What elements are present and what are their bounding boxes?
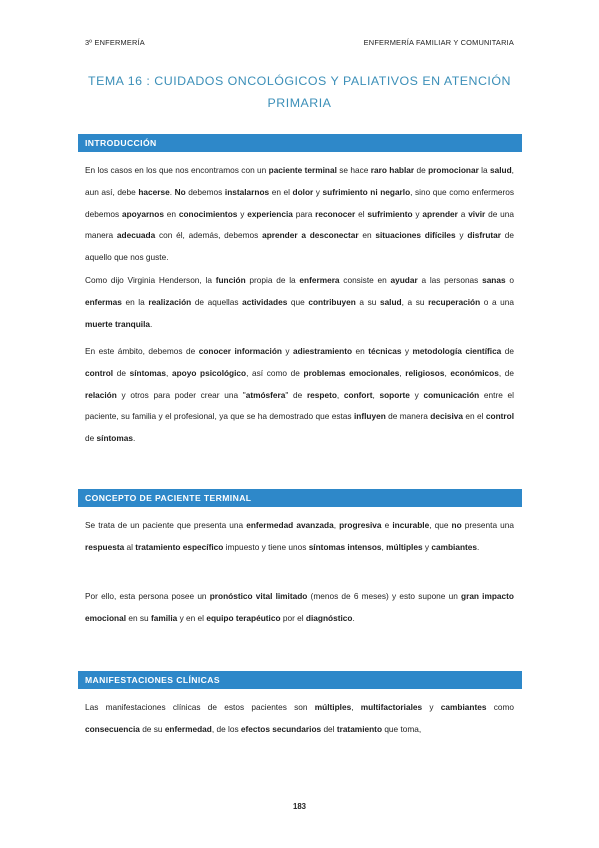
bold-text: apoyarnos	[121, 208, 164, 219]
bold-text: hacerse	[138, 186, 170, 197]
text-run: , de los	[211, 723, 241, 734]
paragraph	[85, 586, 514, 630]
bold-text: multifactoriales	[360, 702, 423, 712]
bold-text: conocimientos	[178, 208, 238, 219]
text-run: Se trata de un paciente que presenta una	[85, 520, 247, 530]
text-run: de	[414, 165, 429, 175]
bold-text: ayudar	[390, 275, 418, 285]
text-run: .	[352, 612, 355, 623]
bold-text: reconocer	[315, 208, 356, 219]
bold-text: control	[485, 411, 515, 422]
text-run: y	[401, 346, 413, 356]
text-run: impuesto y tiene unos	[223, 541, 309, 552]
text-run: en	[163, 208, 179, 219]
text-run: del	[321, 723, 337, 734]
bold-text: dolor	[292, 186, 314, 197]
bold-text: sufrimiento	[322, 186, 368, 197]
bold-text: problemas emocionales	[303, 367, 400, 378]
text-run: por el	[280, 612, 306, 623]
text-run: y	[455, 230, 468, 241]
text-run: y otros para poder crear una "	[116, 389, 246, 400]
text-run: la	[478, 165, 490, 175]
bold-text: actividades	[242, 296, 288, 307]
bold-text: aprender	[422, 208, 458, 219]
bold-text: síntomas	[129, 367, 167, 378]
paragraph	[85, 160, 514, 269]
text-run: ,	[333, 520, 340, 530]
bold-text: influyen	[353, 411, 386, 422]
text-run: , que	[429, 520, 452, 530]
bold-text: síntomas intensos	[308, 541, 382, 552]
bold-text: religiosos	[405, 367, 445, 378]
bold-text: comunicación	[423, 389, 480, 400]
text-run: de manera	[385, 411, 431, 422]
bold-text: función	[215, 275, 246, 285]
text-run: En este ámbito, debemos de	[85, 346, 199, 356]
bold-text: equipo terapéutico	[206, 612, 281, 623]
text-run: ,	[372, 389, 380, 400]
text-run: o a una	[480, 296, 514, 307]
bold-text: cambiantes	[440, 702, 487, 712]
bold-text: realización	[148, 296, 192, 307]
document-title: TEMA 16 : CUIDADOS ONCOLÓGICOS Y PALIATIVOS EN ATENCIÓN PRIMARIA	[88, 74, 511, 110]
text-run: de su	[139, 723, 165, 734]
text-run: a	[457, 208, 469, 219]
text-run: ,	[166, 367, 172, 378]
bold-text: contribuyen	[308, 296, 356, 307]
text-run: presenta una	[461, 520, 514, 530]
text-run: y	[313, 186, 323, 197]
section-heading-introduccion: INTRODUCCIÓN	[78, 134, 522, 152]
text-run: Las manifestaciones clínicas de estos pacientes son	[85, 702, 315, 712]
text-run: y	[422, 702, 441, 712]
bold-text: adiestramiento	[293, 346, 353, 356]
text-run: en su	[126, 612, 151, 623]
paragraph	[85, 515, 514, 559]
bold-text: situaciones difíciles	[375, 230, 456, 241]
text-run: y	[412, 208, 423, 219]
bold-text: múltiples	[314, 702, 352, 712]
text-run: consiste en	[339, 275, 391, 285]
text-run: , de	[498, 367, 514, 378]
bold-text: tratamiento	[336, 723, 383, 734]
text-run: .	[477, 541, 480, 552]
bold-text: salud	[379, 296, 402, 307]
text-run: de	[113, 367, 130, 378]
text-run: que toma,	[382, 723, 422, 734]
text-run: y	[409, 389, 424, 400]
text-run: en	[358, 230, 376, 241]
bold-text: paciente terminal	[268, 165, 337, 175]
bold-text: instalarnos	[224, 186, 270, 197]
text-run: y	[237, 208, 248, 219]
text-run: Por ello, esta persona posee un	[85, 591, 210, 601]
text-run: propia de la	[245, 275, 300, 285]
bold-text: relación	[85, 389, 117, 400]
paragraph	[85, 697, 514, 741]
section-heading-concepto: CONCEPTO DE PACIENTE TERMINAL	[78, 489, 522, 507]
bold-text: cambiantes	[431, 541, 478, 552]
bold-text: económicos	[450, 367, 499, 378]
text-run: y en el	[177, 612, 207, 623]
bold-text: adecuada	[116, 230, 156, 241]
bold-text: soporte	[379, 389, 410, 400]
text-run: ,	[336, 389, 344, 400]
text-run: a las personas	[417, 275, 483, 285]
bold-text: aprender a desconectar	[262, 230, 359, 241]
text-run: para	[292, 208, 316, 219]
text-run: en el	[269, 186, 293, 197]
bold-text: progresiva	[339, 520, 382, 530]
text-run: a su	[355, 296, 380, 307]
text-run: " de	[285, 389, 307, 400]
text-run: .	[150, 318, 153, 329]
text-run: ,	[444, 367, 451, 378]
text-run: de aquello que nos guste.	[85, 230, 514, 263]
text-run: .	[132, 433, 136, 444]
text-run: en el	[463, 411, 486, 422]
bold-text: diagnóstico	[305, 612, 353, 623]
text-run: o	[505, 275, 514, 285]
bold-text: múltiples	[386, 541, 423, 552]
text-run: .	[169, 186, 175, 197]
paragraph	[85, 341, 514, 450]
text-run: de	[501, 346, 515, 356]
text-run: el	[355, 208, 368, 219]
bold-text: enfermera	[299, 275, 340, 285]
header-right: ENFERMERÍA FAMILIAR Y COMUNITARIA	[363, 38, 514, 47]
bold-text: metodología científica	[412, 346, 502, 356]
bold-text: No	[174, 186, 186, 197]
bold-text: decisiva	[430, 411, 464, 422]
text-run: e	[381, 520, 393, 530]
text-run: debemos	[185, 186, 225, 197]
page-number: 183	[292, 802, 306, 811]
text-run: en la	[121, 296, 149, 307]
bold-text: conocer información	[198, 346, 282, 356]
text-run: y	[422, 541, 432, 552]
text-run: ,	[399, 367, 406, 378]
text-run: entre el paciente, su familia y el profesional, ya que se ha demostrado que estas	[85, 389, 514, 422]
bold-text: salud	[490, 165, 512, 175]
bold-text: consecuencia	[85, 723, 140, 734]
bold-text: apoyo psicológico	[171, 367, 247, 378]
bold-text: muerte tranquila	[85, 318, 151, 329]
text-run: (menos de 6 meses) y esto supone un	[307, 591, 462, 601]
text-run: como	[486, 702, 514, 712]
bold-text: vivir	[468, 208, 486, 219]
paragraph	[85, 270, 514, 335]
bold-text: sufrimiento	[367, 208, 413, 219]
bold-text: raro hablar	[370, 165, 415, 175]
text-run: Como dijo Virginia Henderson, la	[85, 275, 216, 285]
bold-text: tratamiento específico	[135, 541, 224, 552]
header-left: 3º ENFERMERÍA	[85, 38, 145, 47]
bold-text: enfermedad	[164, 723, 212, 734]
bold-text: síntomas	[96, 433, 133, 444]
bold-text: pronóstico vital limitado	[209, 591, 308, 601]
text-run: ,	[381, 541, 387, 552]
text-run: , así como de	[246, 367, 304, 378]
text-run: de	[85, 433, 97, 444]
bold-text: respuesta	[85, 541, 125, 552]
bold-text: experiencia	[247, 208, 293, 219]
bold-text: disfrutar	[467, 230, 501, 241]
bold-text: recuperación	[428, 296, 481, 307]
section-heading-manifestaciones: MANIFESTACIONES CLÍNICAS	[78, 671, 522, 689]
bold-text: enfermedad avanzada	[246, 520, 334, 530]
bold-text: incurable	[392, 520, 430, 530]
text-run: y	[281, 346, 294, 356]
bold-text: enfermas	[85, 296, 122, 307]
bold-text: confort	[343, 389, 373, 400]
bold-text: sanas	[482, 275, 506, 285]
text-run: se hace	[336, 165, 371, 175]
bold-text: control	[85, 367, 114, 378]
bold-text: atmósfera	[245, 389, 286, 400]
bold-text: promocionar	[428, 165, 479, 175]
text-run: con él, además, debemos	[155, 230, 263, 241]
bold-text: gran impacto emocional	[85, 591, 514, 623]
bold-text: efectos secundarios	[240, 723, 322, 734]
bold-text: no	[451, 520, 462, 530]
text-run: En los casos en los que nos encontramos con un	[85, 165, 269, 175]
text-run: , sino que como enfermeros debemos	[85, 186, 515, 219]
text-run: de una manera	[85, 208, 514, 241]
text-run: , a su	[401, 296, 429, 307]
text-run: que	[287, 296, 309, 307]
bold-text: técnicas	[368, 346, 402, 356]
bold-text: ni negarlo	[370, 186, 411, 197]
bold-text: familia	[150, 612, 178, 623]
text-run: ,	[351, 702, 361, 712]
text-run: en	[352, 346, 369, 356]
bold-text: respeto	[306, 389, 337, 400]
text-run: , aun así, debe	[85, 165, 514, 197]
text-run: de aquellas	[191, 296, 243, 307]
text-run: al	[124, 541, 136, 552]
